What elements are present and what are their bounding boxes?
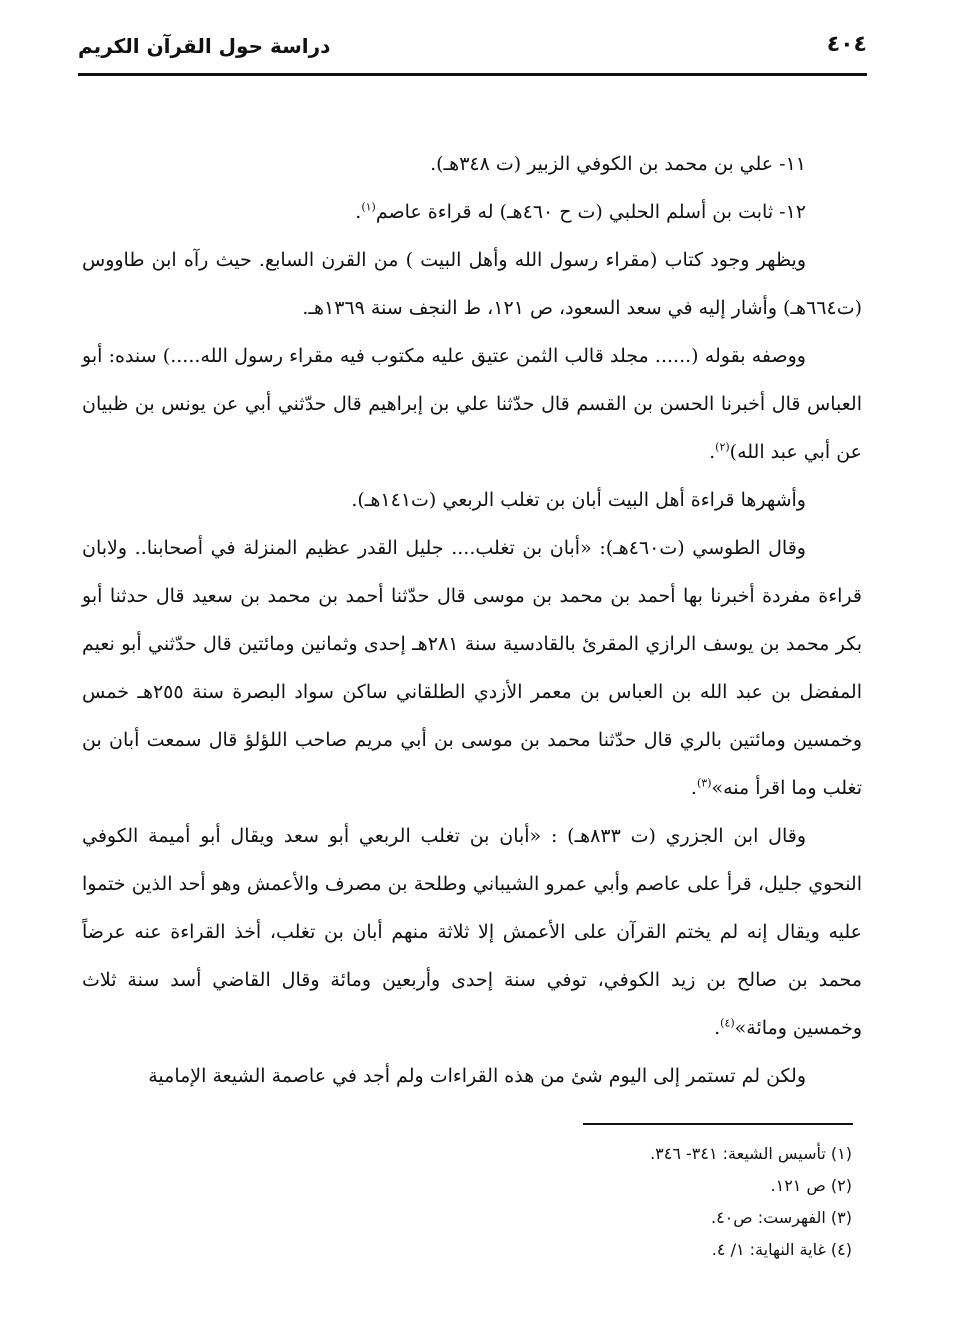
paragraph-2-text: ووصفه بقوله (...... مجلد قالب الثمن عتيق عليه مكتوب فيه مقراء رسول الله.....) سنده: أبو العباس قال أخبرنا الحسن بن القسم قال حدّثنا علي بن إبراهيم قال حدّثني أبي عن يونس بن ظبيان عن أبي عبد الله) [82, 345, 862, 463]
footnote-ref-2: (٢) [715, 440, 730, 454]
paragraph-2 [82, 332, 862, 476]
page-header [78, 28, 867, 70]
footnote-4: (٤) غاية النهاية: ١/ ٤. [711, 1240, 852, 1259]
paragraph-5 [82, 812, 862, 1052]
page-number: ٤٠٤ [826, 32, 867, 57]
header-divider [78, 73, 867, 76]
paragraph-4-text: وقال الطوسي (ت٤٦٠هـ): «أبان بن تغلب.... جليل القدر عظيم المنزلة في أصحابنا.. ولابان قراءة مفردة أخبرنا بها أحمد بن محمد بن موسى قال حدّثنا أحمد بن محمد بن سعيد قال حدثنا أبو بكر محمد بن يوسف الرازي المقرئ بالقادسية سنة ٢٨١هـ إحدى وثمانين ومائتين قال حدّثني أبو نعيم المفضل بن عبد الله بن العباس بن معمر الأزدي الطلقاني ساكن سواد البصرة سنة ٢٥٥هـ خمس وخمسين ومائتين بالري قال حدّثنا محمد بن موسى بن أبي مريم صاحب اللؤلؤ قال سمعت أبان بن تغلب وما اقرأ منه» [82, 537, 863, 799]
list-item-12-end: . [355, 201, 362, 223]
footnote-1: (١) تأسيس الشيعة: ٣٤١- ٣٤٦. [650, 1144, 852, 1163]
footnote-3: (٣) الفهرست: ص٤٠. [710, 1208, 852, 1227]
footnotes [82, 1138, 852, 1266]
list-item-11 [82, 140, 862, 188]
footnote-ref-3: (٣) [696, 776, 712, 790]
footnote-divider [583, 1123, 853, 1125]
paragraph-4 [82, 524, 862, 812]
paragraph-1: ويظهر وجود كتاب (مقراء رسول الله وأهل البيت ) من القرن السابع. حيث رآه ابن طاووس (ت٦٦٤هـ) وأشار إليه في سعد السعود، ص ١٢١، ط النجف سنة ١٣٦٩هـ. [82, 249, 862, 319]
footnote-ref-4: (٤) [720, 1016, 735, 1030]
paragraph-6: ولكن لم تستمر إلى اليوم شئ من هذه القراءات ولم أجد في عاصمة الشيعة الإمامية [148, 1065, 806, 1087]
paragraph-4-end: . [690, 777, 697, 799]
list-item-11-text: ١١- علي بن محمد بن الكوفي الزبير (ت ٣٤٨هـ). [430, 153, 806, 175]
paragraph-3: وأشهرها قراءة أهل البيت أبان بن تغلب الربعي (ت١٤١هـ). [351, 489, 806, 511]
paragraph-5-text: وقال ابن الجزري (ت ٨٣٣هـ) : «أبان بن تغلب الربعي أبو سعد ويقال أبو أميمة الكوفي النحوي جليل، قرأ على عاصم وأبي عمرو الشيباني وطلحة بن مصرف والأعمش وهو أحد الذين ختموا عليه ويقال إنه لم يختم القرآن على الأعمش إلا ثلاثة منهم أبان بن تغلب، أخذ القراءة عنه عرضاً محمد بن صالح بن زيد الكوفي، توفي سنة إحدى وأربعين ومائة وقال القاضي أسد سنة ثلاث وخمسين ومائة» [82, 825, 862, 1039]
running-title: دراسة حول القرآن الكريم [78, 34, 331, 58]
footnote-2: (٢) ص ١٢١. [770, 1176, 852, 1195]
paragraph-5-end: . [714, 1017, 721, 1039]
footnote-ref-1: (١) [361, 200, 376, 214]
paragraph-2-end: . [709, 441, 716, 463]
list-item-12-text: ١٢- ثابت بن أسلم الحلبي (ت ح ٤٦٠هـ) له قراءة عاصم [375, 201, 806, 223]
main-text [82, 140, 862, 1100]
list-item-12 [82, 188, 862, 236]
